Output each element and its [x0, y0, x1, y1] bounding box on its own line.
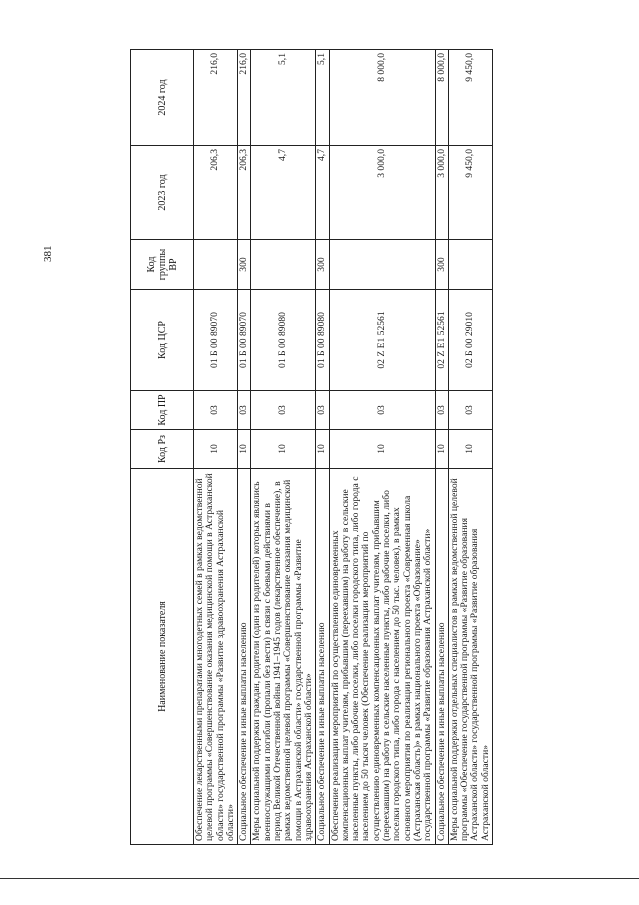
cell-name: Меры социальной поддержки отдельных специалистов в рамках ведомственной целевой программы «Обеспечение государственной программы «Развитие образования Астраханской области» государственной программы «Развитие образования Астраханской области» — [448, 469, 492, 845]
cell-vr: 300 — [316, 240, 329, 290]
cell-2024: 5,1 — [251, 50, 316, 146]
cell-2024: 216,0 — [238, 50, 251, 146]
cell-vr — [329, 240, 435, 290]
cell-2023: 9 450,0 — [448, 146, 492, 240]
header-2024: 2024 год — [131, 50, 194, 146]
table-row — [435, 50, 448, 845]
cell-csr: 02 Z E1 52561 — [435, 290, 448, 391]
table-row — [251, 50, 316, 845]
cell-2024: 8 000,0 — [329, 50, 435, 146]
cell-name: Обеспечение реализации мероприятий по осуществлению единовременных компенсационных выплат учителям, прибывшим (переехавшим) на работу в сельские населенные пункты, либо рабочие поселки, либо поселки городского типа, либо города с населением до 50 тысяч человек (Обеспечение реализации мероприятий по осуществлению единовременных компенсационных выплат учителям, прибывшим (переехавшим) на работу в сельские населенные пункты, либо рабочие поселки, либо поселки городского типа, либо города с населением до 50 тыс. человек), в рамках основного мероприятия по реализации регионального проекта «Современная школа (Астраханская область)» в рамках национального проекта «Образование» государственной программы «Развитие образования Астраханской области» — [329, 469, 435, 845]
table-row — [238, 50, 251, 845]
cell-csr: 01 Б 00 89070 — [238, 290, 251, 391]
cell-vr: 300 — [238, 240, 251, 290]
cell-2024: 9 450,0 — [448, 50, 492, 146]
cell-rz: 10 — [316, 430, 329, 469]
cell-pr: 03 — [194, 391, 238, 430]
header-pr: Код ПР — [131, 391, 194, 430]
cell-csr: 02 Z E1 52561 — [329, 290, 435, 391]
cell-vr — [251, 240, 316, 290]
cell-pr: 03 — [316, 391, 329, 430]
header-2023: 2023 год — [131, 146, 194, 240]
cell-name: Социальное обеспечение и иные выплаты населению — [435, 469, 448, 845]
cell-csr: 01 Б 00 89070 — [194, 290, 238, 391]
cell-2023: 3 000,0 — [329, 146, 435, 240]
cell-2023: 206,3 — [238, 146, 251, 240]
page-number: 381 — [42, 245, 54, 262]
table-row — [329, 50, 435, 845]
cell-name: Социальное обеспечение и иные выплаты населению — [316, 469, 329, 845]
header-csr: Код ЦСР — [131, 290, 194, 391]
header-row — [131, 50, 194, 845]
header-rz: Код Рз — [131, 430, 194, 469]
table-row — [448, 50, 492, 845]
cell-csr: 01 Б 00 89080 — [316, 290, 329, 391]
cell-rz: 10 — [238, 430, 251, 469]
cell-2023: 206,3 — [194, 146, 238, 240]
cell-2023: 4,7 — [251, 146, 316, 240]
cell-name: Обеспечение лекарственными препаратами многодетных семей в рамках ведомственной целевой программы «Совершенствование оказания медицинской помощи в Астраханской области» государственной программы «Развитие здравоохранения Астраханской области» — [194, 469, 238, 845]
cell-rz: 10 — [194, 430, 238, 469]
cell-pr: 03 — [435, 391, 448, 430]
header-name: Наименование показателя — [131, 469, 194, 845]
cell-vr — [448, 240, 492, 290]
cell-rz: 10 — [448, 430, 492, 469]
cell-2023: 3 000,0 — [435, 146, 448, 240]
cell-csr: 02 Б 00 29010 — [448, 290, 492, 391]
table-row — [316, 50, 329, 845]
table-row — [194, 50, 238, 845]
cell-pr: 03 — [329, 391, 435, 430]
cell-rz: 10 — [251, 430, 316, 469]
budget-table — [130, 49, 493, 845]
cell-vr: 300 — [435, 240, 448, 290]
page-bottom-rule — [0, 878, 639, 879]
cell-rz: 10 — [435, 430, 448, 469]
cell-2023: 4,7 — [316, 146, 329, 240]
cell-name: Меры социальной поддержки граждан, родители (один из родителей) которых являлись военнослужащими и погибли (пропали без вести) в связи с боевыми действиями в период Великой Отечественной войны 1941–1945 годов (лекарственное обеспечение), в рамках ведомственной целевой программы «Совершенствование оказания медицинской помощи в Астраханской области» государственной программы «Развитие здравоохранения Астраханской области» — [251, 469, 316, 845]
cell-2024: 216,0 — [194, 50, 238, 146]
cell-pr: 03 — [251, 391, 316, 430]
cell-rz: 10 — [329, 430, 435, 469]
cell-csr: 01 Б 00 89080 — [251, 290, 316, 391]
header-vr: Код группы ВР — [131, 240, 194, 290]
cell-name: Социальное обеспечение и иные выплаты населению — [238, 469, 251, 845]
rotated-table-wrapper — [130, 50, 493, 845]
cell-2024: 8 000,0 — [435, 50, 448, 146]
cell-pr: 03 — [448, 391, 492, 430]
cell-vr — [194, 240, 238, 290]
cell-2024: 5,1 — [316, 50, 329, 146]
cell-pr: 03 — [238, 391, 251, 430]
